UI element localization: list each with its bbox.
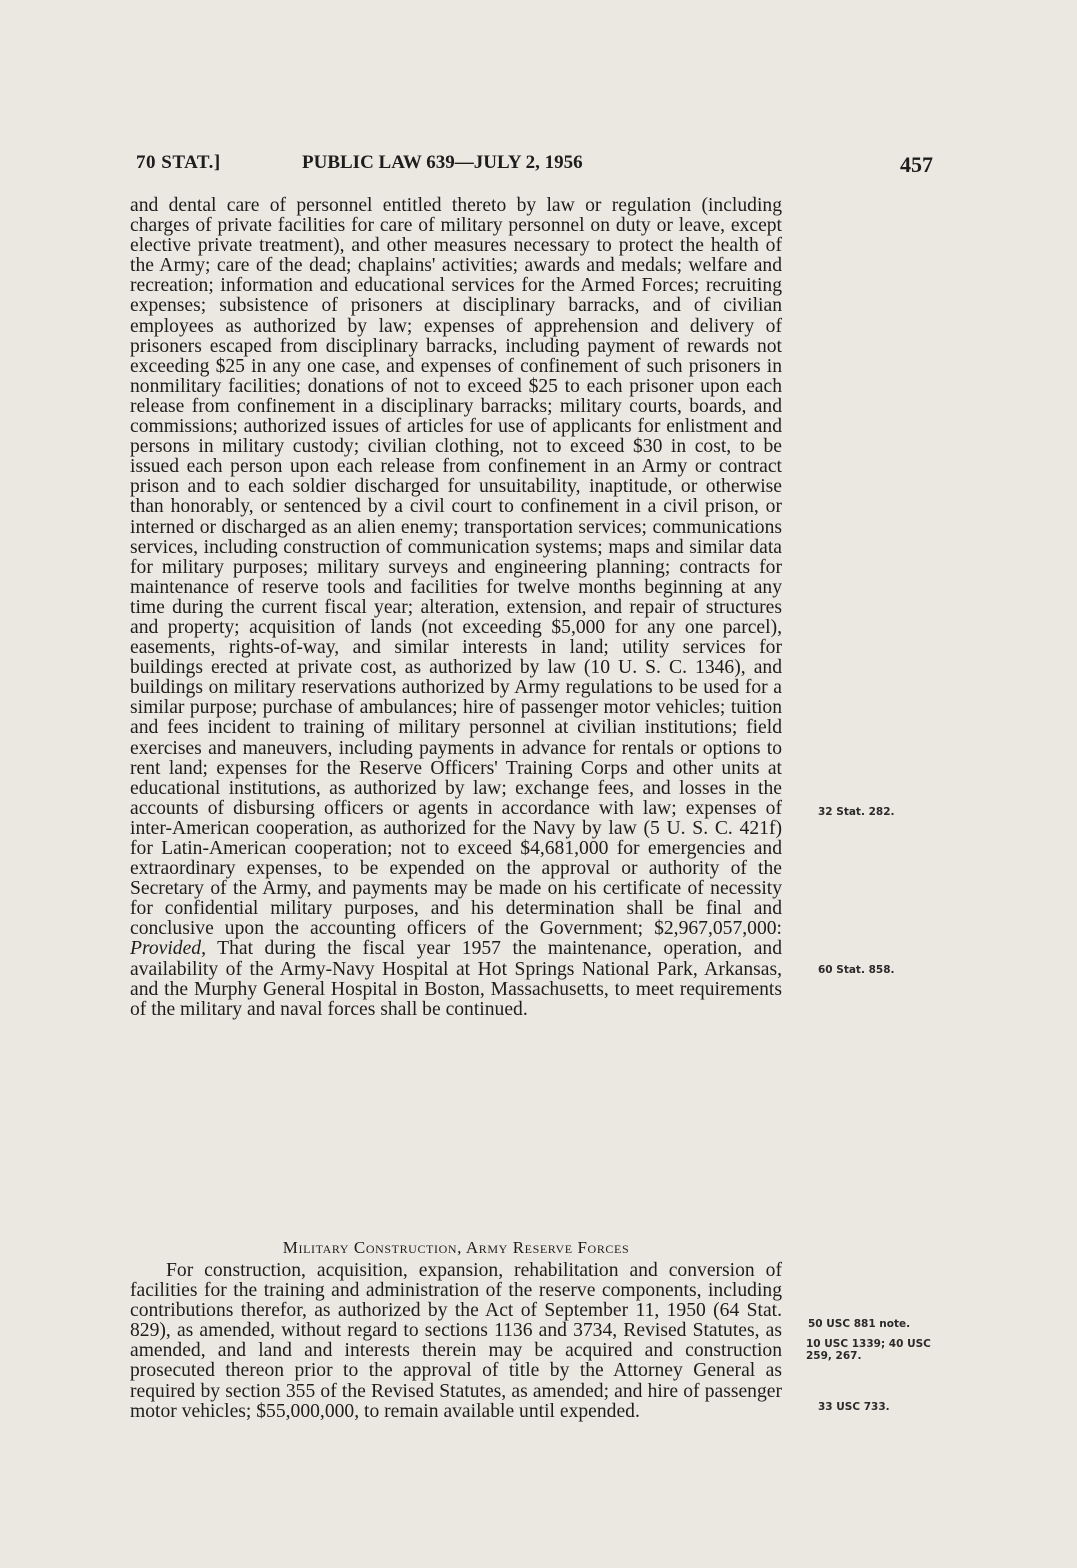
margin-note-10-usc: 10 USC 1339; 40 USC 259, 267. [806,1338,931,1362]
paragraph-1-end: That during the fiscal year 1957 the maintenance, operation, and availability of the Army-Navy Hospital at Hot Springs National Park, Arkansas, and the Murphy General Hospital in Boston, Massachusetts, to meet requirements of the military and naval forces shall be continued. [130,938,782,1020]
page-number: 457 [900,152,933,177]
margin-note-60-stat: 60 Stat. 858. [818,964,895,976]
body-paragraph-1 [130,196,782,1020]
margin-note-33-usc: 33 USC 733. [818,1401,890,1413]
page-header [0,152,1077,182]
paragraph-1-text: and dental care of personnel entitled thereto by law or regulation (including charges of private facilities for care of military personnel on duty or leave, except elective private treatment), and other measures necessary to protect the health of the Army; care of the dead; chaplains' activities; awards and medals; welfare and recreation; information and educational services for the Armed Forces; recruiting expenses; subsistence of prisoners at disciplinary barracks, and of civilian employees as authorized by law; expenses of apprehension and delivery of prisoners escaped from disciplinary barracks, including payment of rewards not exceeding $25 in any one case, and expenses of confinement of such prisoners in nonmilitary facilities; donations of not to exceed $25 to each prisoner upon each release from confinement in a disciplinary barracks; military courts, boards, and commissions; authorized issues of articles for use of applicants for enlistment and persons in military custody; civilian clothing, not to exceed $30 in cost, to be issued each person upon each release from confinement in an Army or contract prison and to each soldier discharged for unsuitability, inaptitude, or otherwise than honorably, or sentenced by a civil court to confinement in a civil prison, or interned or discharged as an alien enemy; transportation services; communications services, including construction of communication systems; maps and similar data for military purposes; military surveys and engineering planning; contracts for maintenance of reserve tools and facilities for twelve months beginning at any time during the current fiscal year; alteration, extension, and repair of structures and property; acquisition of lands (not exceeding $5,000 for any one parcel), easements, rights-of-way, and similar interests in land; utility services for buildings erected at private cost, as authorized by law (10 U. S. C. 1346), and buildings on military reservations authorized by Army regulations to be used for a similar purpose; purchase of ambulances; hire of passenger motor vehicles; tuition and fees incident to training of military personnel at civilian institutions; field exercises and maneuvers, including payments in advance for rentals or options to rent land; expenses for the Reserve Officers' Training Corps and other units at educational institutions, as authorized by law; exchange fees, and losses in the accounts of disbursing officers or agents in accordance with law; expenses of inter-American cooperation, as authorized for the Navy by law (5 U. S. C. 421f) for Latin-American cooperation; not to exceed $4,681,000 for emergencies and extraordinary expenses, to be expended on the approval or authority of the Secretary of the Army, and payments may be made on his certificate of necessity for confidential military purposes, and his determination shall be final and conclusive upon the accounting officers of the Government; $2,967,057,000: [130,195,782,940]
stat-volume-label: 70 STAT.] [136,152,221,173]
section-heading-text: Military Construction, Army Reserve Forces [282,1238,630,1257]
body-paragraph-2: For construction, acquisition, expansion, rehabilitation and conversion of facilities for the training and administration of the reserve components, including contributions therefor, as authorized by the Act of September 11, 1950 (64 Stat. 829), as amended, without regard to sections 1136 and 3734, Revised Statutes, as amended, and land and interests therein may be acquired and construction prosecuted thereon prior to the approval of title by the Attorney General as required by section 355 of the Revised Statutes, as amended; and hire of passenger motor vehicles; $55,000,000, to remain available until expended. [130,1260,782,1422]
margin-note-50-usc: 50 USC 881 note. [808,1318,911,1330]
provided-word: Provided, [130,938,206,960]
margin-note-32-stat: 32 Stat. 282. [818,806,895,818]
law-title: PUBLIC LAW 639—JULY 2, 1956 [302,152,583,173]
section-heading [130,1238,782,1258]
